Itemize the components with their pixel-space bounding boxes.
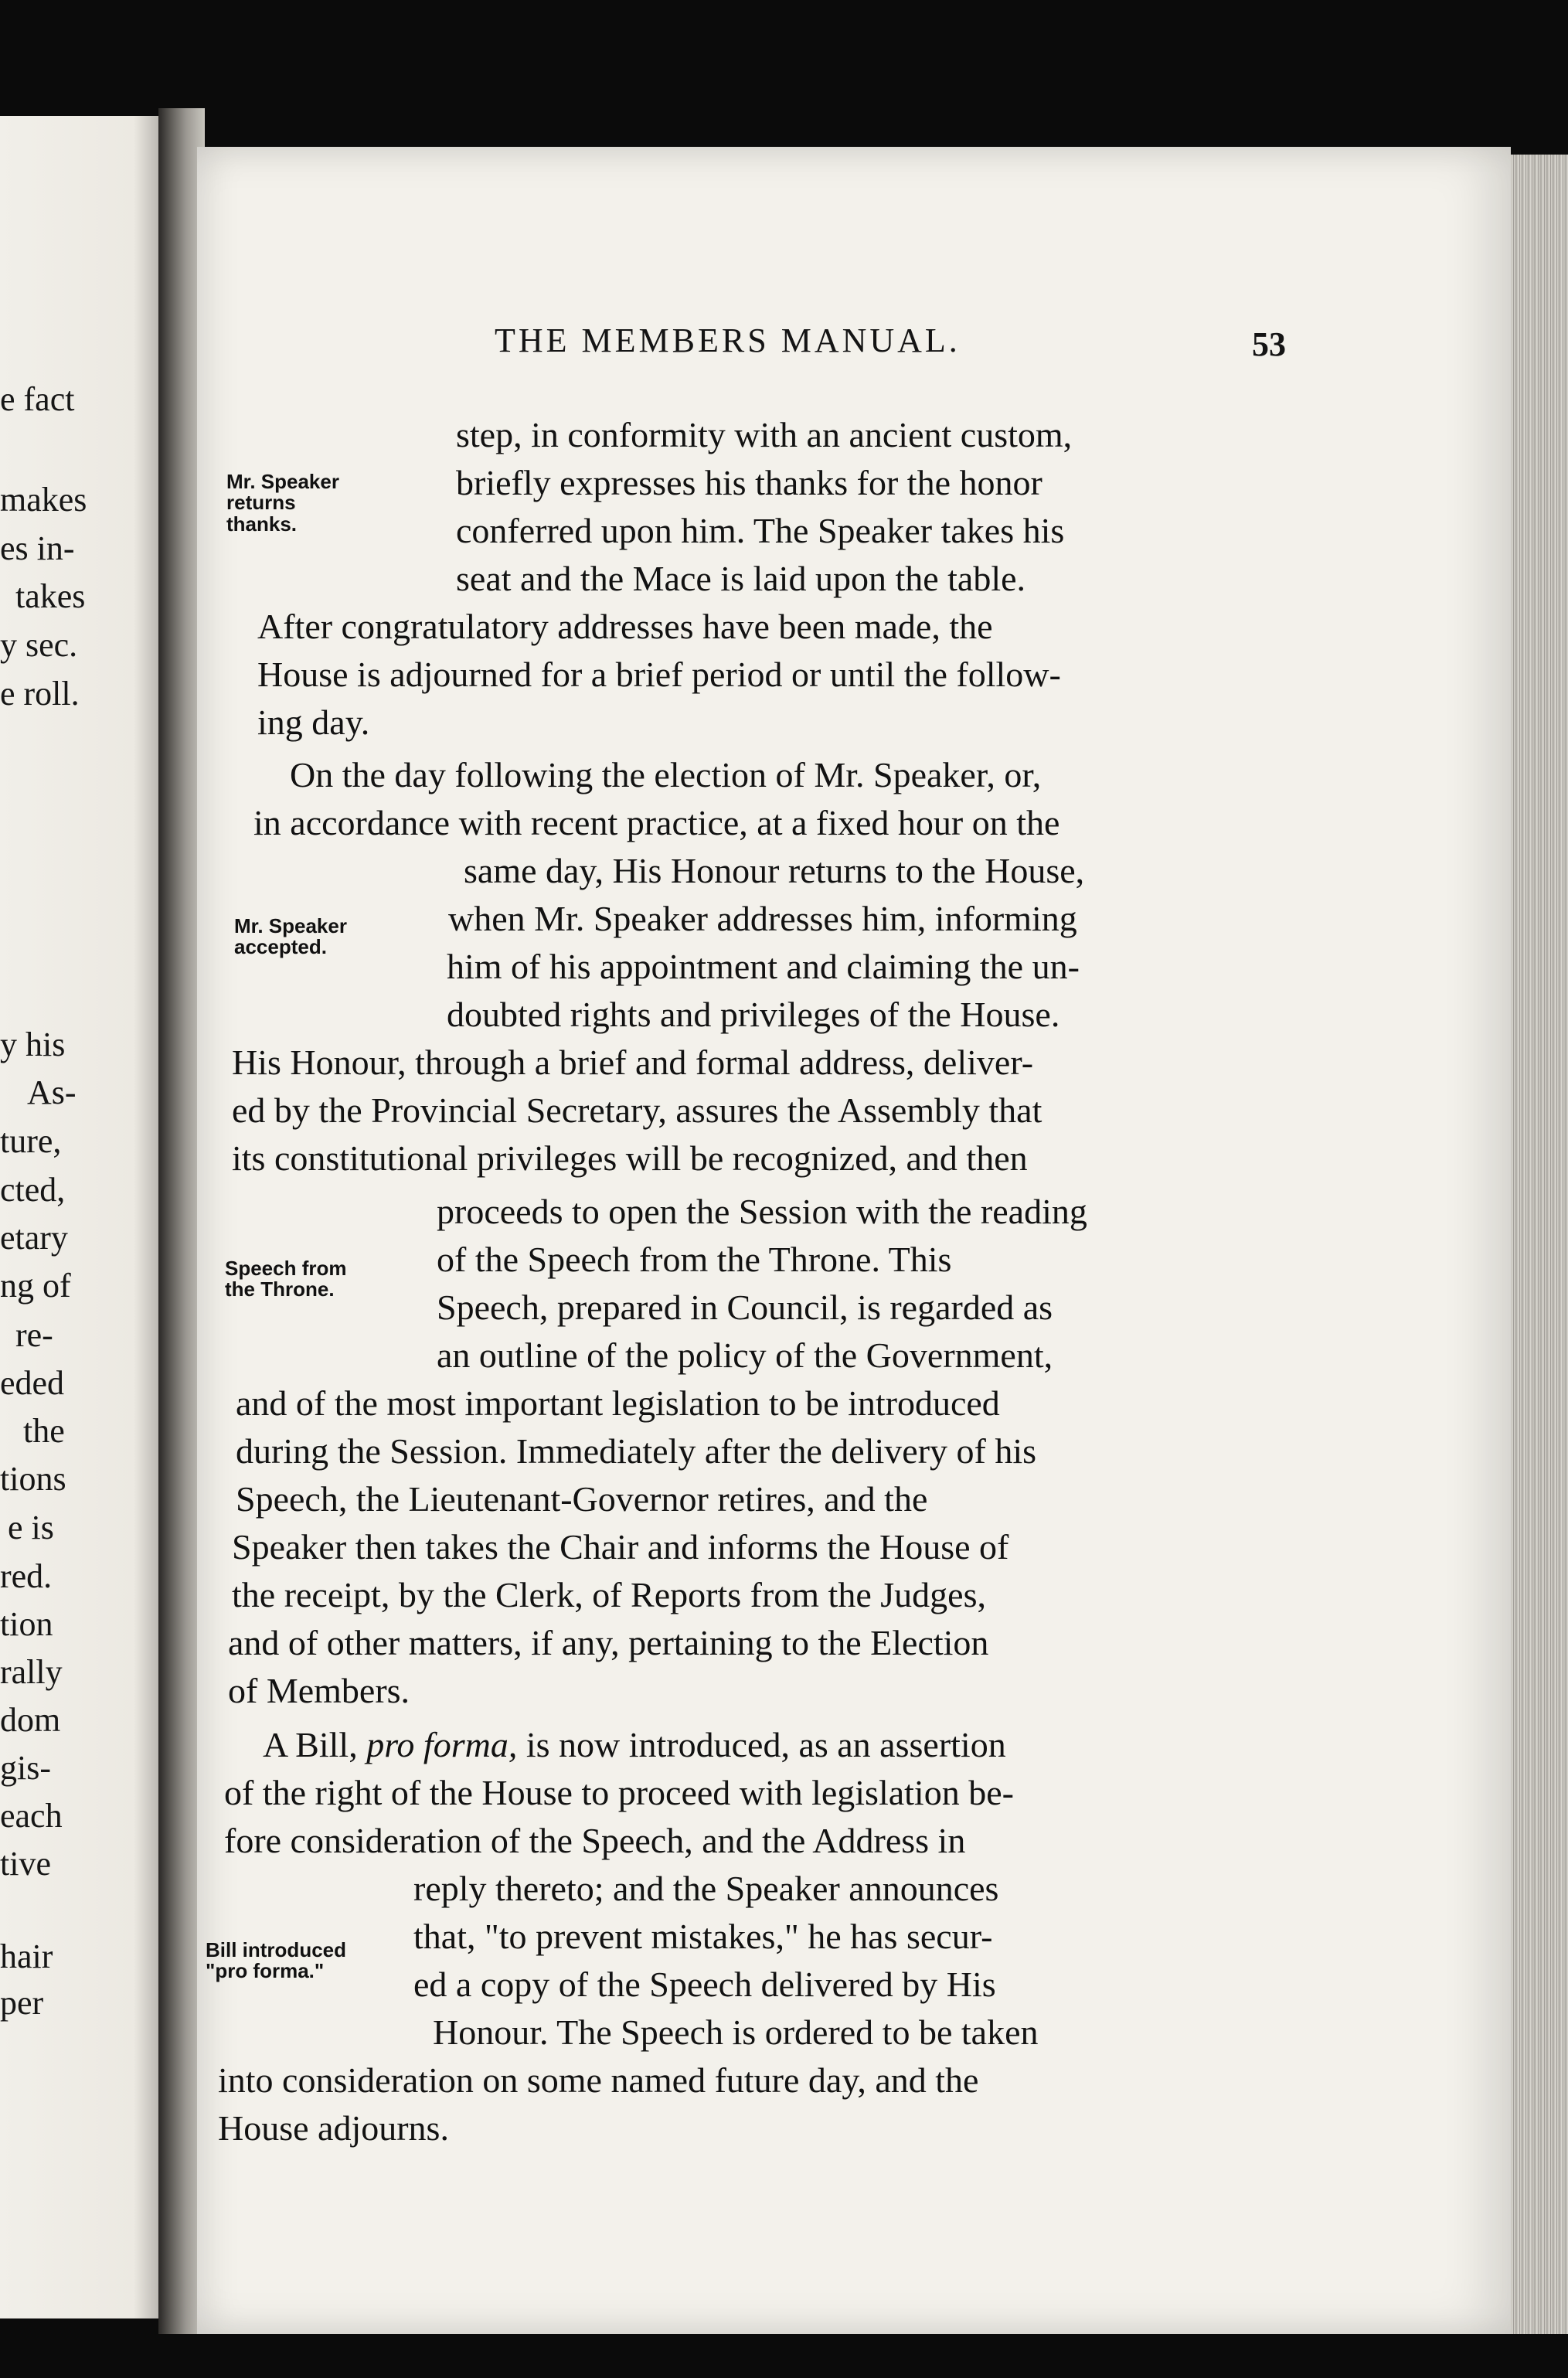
left-fragment-line: etary [0, 1219, 68, 1257]
left-fragment-line: e is [8, 1509, 54, 1546]
left-fragment-line: tive [0, 1845, 51, 1883]
body-line: briefly expresses his thanks for the honor [456, 463, 1042, 502]
left-fragment-line: per [0, 1984, 44, 2022]
body-line: On the day following the election of Mr. Speaker, or, [290, 755, 1042, 794]
margin-note-line: Bill introduced [206, 1938, 346, 1961]
body-line: Honour. The Speech is ordered to be taken [433, 2012, 1039, 2052]
left-fragment-line: cted, [0, 1171, 66, 1209]
left-fragment-line: red. [0, 1557, 53, 1595]
bill-lead: A Bill, [263, 1725, 367, 1764]
bill-rest: is now introduced, as an assertion [517, 1725, 1006, 1764]
body-line: when Mr. Speaker addresses him, informing [448, 899, 1077, 938]
left-fragment-line: hair [0, 1937, 53, 1975]
body-line: during the Session. Immediately after the delivery of his [236, 1431, 1037, 1471]
left-fragment-line: es in- [0, 529, 75, 567]
margin-note-line: Mr. Speaker [234, 914, 347, 937]
left-fragment-line: re- [15, 1316, 53, 1354]
left-fragment-line: tion [0, 1605, 53, 1643]
body-line: reply thereto; and the Speaker announces [413, 1869, 999, 1908]
bill-paragraph-line [263, 1727, 1006, 1763]
margin-note-line: returns [226, 491, 296, 515]
body-line: into consideration on some named future day, and the [218, 2060, 979, 2100]
body-line: Speech, the Lieutenant-Governor retires, and the [236, 1479, 928, 1519]
body-line: His Honour, through a brief and formal address, deliver- [232, 1043, 1034, 1082]
body-line: its constitutional privileges will be recognized, and then [232, 1138, 1028, 1178]
left-fragment-line: takes [15, 577, 86, 615]
margin-note-line: Mr. Speaker [226, 470, 339, 493]
margin-note-line: accepted. [234, 935, 327, 959]
left-fragment-line: dom [0, 1701, 61, 1739]
left-fragment-line: the [23, 1412, 65, 1450]
margin-note-bill-pro-forma [206, 1940, 346, 1982]
body-line: ed a copy of the Speech delivered by His [413, 1965, 996, 2004]
body-line: Speech, prepared in Council, is regarded as [437, 1288, 1053, 1327]
margin-note-line: Speech from [225, 1257, 347, 1280]
body-line: in accordance with recent practice, at a fixed hour on the [253, 803, 1060, 842]
margin-note-speaker-accepted [234, 916, 347, 958]
left-fragment-line: each [0, 1797, 63, 1835]
left-fragment-line: gis- [0, 1749, 51, 1787]
margin-note-line: "pro forma." [206, 1959, 325, 1983]
left-fragment-line: e fact [0, 380, 75, 418]
body-line: doubted rights and privileges of the House. [447, 995, 1060, 1034]
left-fragment-line: makes [0, 481, 87, 519]
left-facing-page [0, 116, 172, 2318]
left-fragment-line: y sec. [0, 626, 78, 664]
body-line: and of the most important legislation to be introduced [236, 1383, 1000, 1423]
body-line: same day, His Honour returns to the House, [464, 851, 1085, 890]
body-line: ing day. [257, 703, 370, 742]
body-line: that, "to prevent mistakes," he has secur- [413, 1917, 993, 1956]
body-line: step, in conformity with an ancient custom, [456, 415, 1073, 454]
body-line: House adjourns. [218, 2108, 449, 2148]
body-line: ed by the Provincial Secretary, assures the Assembly that [232, 1090, 1042, 1130]
body-line: proceeds to open the Session with the reading [437, 1192, 1087, 1231]
margin-note-line: the Throne. [225, 1277, 335, 1301]
body-line: the receipt, by the Clerk, of Reports from the Judges, [232, 1575, 986, 1614]
body-line: of Members. [228, 1671, 410, 1710]
body-line: House is adjourned for a brief period or until the follow- [257, 655, 1061, 694]
left-fragment-line: e roll. [0, 675, 80, 713]
body-line: of the right of the House to proceed with legislation be- [224, 1773, 1014, 1812]
left-fragment-line: eded [0, 1364, 65, 1402]
body-line: seat and the Mace is laid upon the table. [456, 559, 1026, 598]
left-fragment-line: y his [0, 1026, 66, 1063]
left-fragment-line: ng of [0, 1267, 71, 1305]
margin-note-line: thanks. [226, 512, 298, 536]
bill-italic: pro forma, [366, 1725, 518, 1764]
body-line: of the Speech from the Throne. This [437, 1240, 952, 1279]
left-fragment-line: As- [27, 1073, 77, 1111]
body-line: Speaker then takes the Chair and informs the House of [232, 1527, 1009, 1567]
left-fragment-line: ture, [0, 1122, 62, 1160]
body-line: an outline of the policy of the Government, [437, 1335, 1053, 1375]
body-line: fore consideration of the Speech, and the Address in [224, 1821, 966, 1860]
body-line: him of his appointment and claiming the un- [447, 947, 1080, 986]
left-fragment-line: tions [0, 1460, 66, 1498]
running-head: THE MEMBERS MANUAL. [495, 321, 961, 359]
margin-note-speaker-returns-thanks [226, 471, 339, 535]
body-line: After congratulatory addresses have been made, the [257, 607, 993, 646]
left-fragment-line: rally [0, 1653, 63, 1691]
body-line: and of other matters, if any, pertaining to the Election [228, 1623, 989, 1662]
body-line: conferred upon him. The Speaker takes his [456, 511, 1065, 550]
page-number: 53 [1252, 325, 1286, 363]
margin-note-speech-from-throne [225, 1258, 347, 1301]
